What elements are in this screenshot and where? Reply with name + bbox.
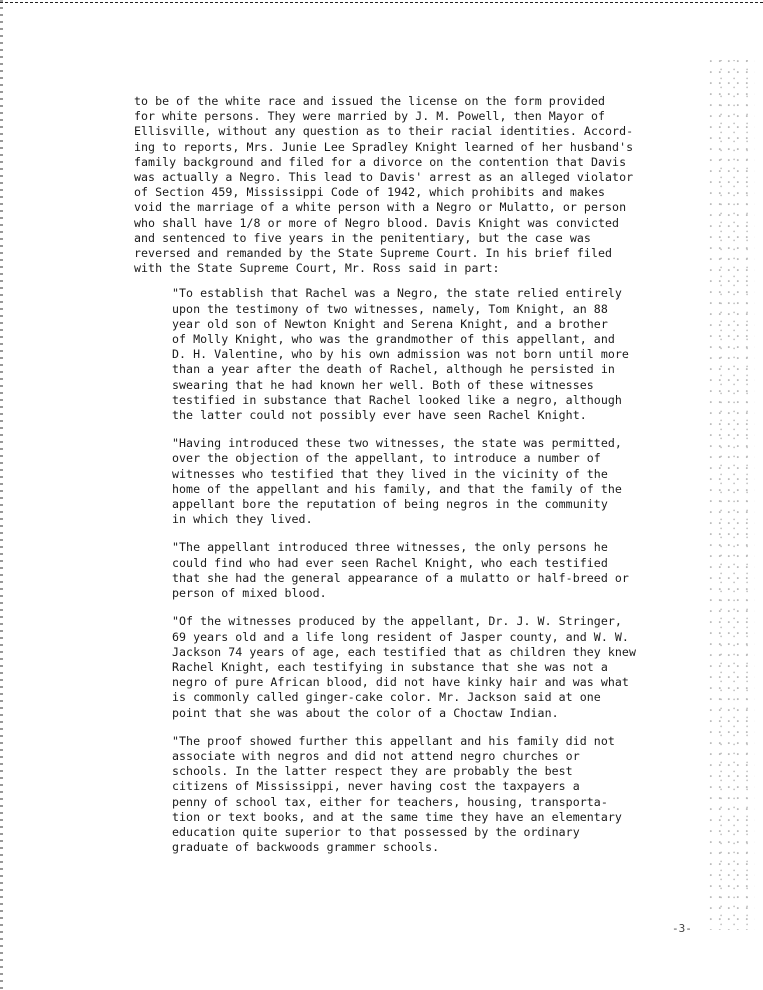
intro-line: with the State Supreme Court, Mr. Ross said in part: [134, 261, 500, 276]
intro-line: ing to reports, Mrs. Junie Lee Spradley Knight learned of her husband's [134, 139, 634, 154]
quote-paragraph [172, 436, 662, 527]
quote-line: education quite superior to that possessed by the ordinary [172, 824, 580, 839]
scan-speckle-margin [709, 60, 755, 930]
quote-line: associate with negros and did not attend negro churches or [172, 748, 580, 763]
intro-line: Ellisville, without any question as to their racial identities. Accord- [134, 124, 634, 139]
quote-line: person of mixed blood. [172, 586, 327, 601]
quote-line: over the objection of the appellant, to introduce a number of [172, 451, 601, 466]
quote-line: "To establish that Rachel was a Negro, the state relied entirely [172, 286, 622, 301]
quote-line: graduate of backwoods grammer schools. [172, 840, 440, 855]
quote-line: point that she was about the color of a Choctaw Indian. [172, 705, 559, 720]
quote-line: witnesses who testified that they lived in the vicinity of the [172, 466, 608, 481]
quote-line: swearing that he had known her well. Both of these witnesses [172, 377, 594, 392]
quote-line: that she had the general appearance of a mulatto or half-breed or [172, 570, 629, 585]
quote-line: in which they lived. [172, 512, 313, 527]
page-number: -3- [672, 922, 692, 935]
quote-line: home of the appellant and his family, and that the family of the [172, 481, 622, 496]
quote-line: "The proof showed further this appellant and his family did not [172, 733, 615, 748]
quote-line: tion or text books, and at the same time they have an elementary [172, 809, 622, 824]
quote-paragraph [172, 734, 662, 856]
quote-paragraph [172, 540, 662, 601]
quote-line: D. H. Valentine, who by his own admission was not born until more [172, 347, 629, 362]
intro-line: void the marriage of a white person with a Negro or Mulatto, or person [134, 200, 627, 215]
left-scan-edge [0, 0, 3, 990]
quote-line: of Molly Knight, who was the grandmother of this appellant, and [172, 332, 615, 347]
intro-line: reversed and remanded by the State Supreme Court. In his brief filed [134, 246, 613, 261]
quote-line: citizens of Mississippi, never having cost the taxpayers a [172, 779, 580, 794]
intro-paragraph [134, 94, 669, 276]
quote-line: "The appellant introduced three witnesses, the only persons he [172, 540, 608, 555]
intro-line: to be of the white race and issued the license on the form provided [134, 94, 606, 108]
quote-line: is commonly called ginger-cake color. Mr. Jackson said at one [172, 690, 601, 705]
quote-line: could find who had ever seen Rachel Knight, who each testified [172, 555, 608, 570]
quote-line: the latter could not possibly ever have seen Rachel Knight. [172, 408, 587, 423]
quote-line: penny of school tax, either for teachers, housing, transporta- [172, 794, 608, 809]
quoted-brief [134, 286, 669, 855]
intro-line: who shall have 1/8 or more of Negro blood. Davis Knight was convicted [134, 215, 620, 230]
quote-paragraph [172, 286, 662, 423]
document-body [134, 94, 669, 855]
quote-line: negro of pure African blood, did not have kinky hair and was what [172, 675, 629, 690]
quote-paragraph [172, 614, 662, 720]
quote-line: 69 years old and a life long resident of Jasper county, and W. W. [172, 629, 629, 644]
intro-line: and sentenced to five years in the penitentiary, but the case was [134, 230, 591, 245]
quote-line: appellant bore the reputation of being negros in the community [172, 497, 608, 512]
top-border-line [0, 2, 763, 3]
intro-line: family background and filed for a divorce on the contention that Davis [134, 154, 627, 169]
intro-line: for white persons. They were married by J. M. Powell, then Mayor of [134, 109, 606, 124]
quote-line: "Of the witnesses produced by the appellant, Dr. J. W. Stringer, [172, 614, 622, 629]
intro-line: of Section 459, Mississippi Code of 1942, which prohibits and makes [134, 185, 606, 200]
quote-line: Rachel Knight, each testifying in substance that she was not a [172, 659, 608, 674]
quote-line: schools. In the latter respect they are probably the best [172, 764, 573, 779]
quote-line: year old son of Newton Knight and Serena Knight, and a brother [172, 316, 608, 331]
quote-line: testified in substance that Rachel looked like a negro, although [172, 392, 622, 407]
intro-line: was actually a Negro. This lead to Davis' arrest as an alleged violator [134, 170, 634, 185]
quote-line: "Having introduced these two witnesses, the state was permitted, [172, 436, 622, 451]
quote-line: than a year after the death of Rachel, although he persisted in [172, 362, 615, 377]
quote-line: upon the testimony of two witnesses, namely, Tom Knight, an 88 [172, 301, 608, 316]
quote-line: Jackson 74 years of age, each testified that as children they knew [172, 644, 636, 659]
